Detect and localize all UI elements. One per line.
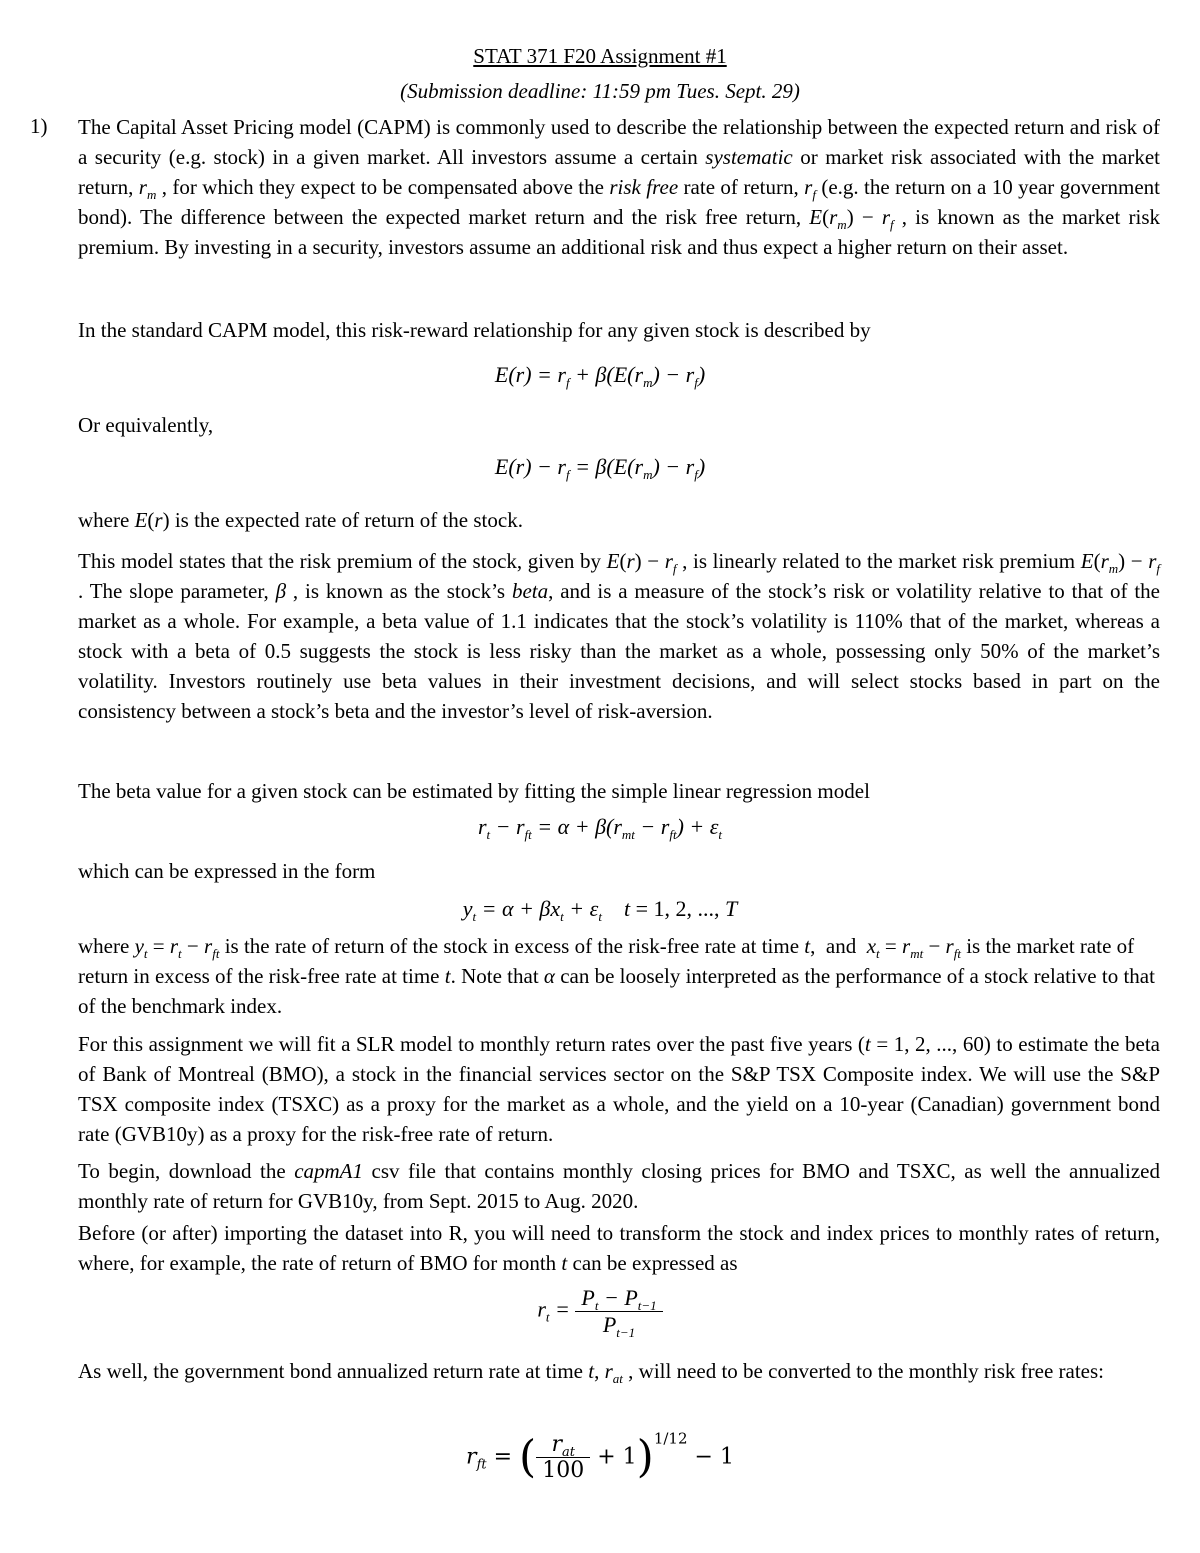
question-number: 1) bbox=[30, 114, 48, 138]
assignment-title: STAT 371 F20 Assignment #1 bbox=[473, 44, 727, 68]
paragraph-equivalently: Or equivalently, bbox=[78, 413, 214, 437]
paragraph-rate-of-return: Before (or after) importing the dataset into R, you will need to transform the stock and index prices to monthly rates of return, where, for example, the rate of return of BMO for month t can be expressed as bbox=[78, 1221, 1160, 1275]
submission-deadline: (Submission deadline: 11:59 pm Tues. Sept. 29) bbox=[400, 79, 800, 103]
paragraph-expressed-form: which can be expressed in the form bbox=[78, 859, 376, 883]
equation-regression: $r_t - r_{ft} = \alpha + \beta(r_{mt} - r_{ft}) + \varepsilon_t$ bbox=[477, 814, 723, 842]
paragraph-beta-estimation: The beta value for a given stock can be estimated by fitting the simple linear regression model bbox=[78, 779, 870, 803]
equation-capm-premium: $E(r) - r_f = \beta(E(r_m) - r_f)$ bbox=[494, 454, 706, 482]
paragraph-bond-conversion: As well, the government bond annualized return rate at time t, $r_{at}$ , will need to be converted to the monthly risk free rates: bbox=[78, 1359, 1105, 1386]
csv-filename: capmA1 bbox=[294, 1159, 364, 1183]
paragraph-assignment-setup: For this assignment we will fit a SLR model to monthly return rates over the past five years (t = 1, 2, ..., 60) to estimate the beta of Bank of Montreal (BMO), a stock in the financial services sector on the S&P TSX Composite index. We will use the S&P TSX composite index (TSXC) as a proxy for the market as a whole, and the yield on a 10-year (Canadian) government bond rate (GVB10y) as a proxy for the risk-free rate of return. bbox=[78, 1032, 1161, 1146]
paragraph-standard-capm: In the standard CAPM model, this risk-reward relationship for any given stock is described by bbox=[78, 318, 871, 342]
paragraph-capm-intro: The Capital Asset Pricing model (CAPM) is commonly used to describe the relationship between the expected return and risk of a security (e.g. stock) in a given market. All investors assume a certain systematic or market risk associated with the market return, $r_m$ , for which they expect to be compensated above the risk free rate of return, $r_f$ (e.g. the return on a 10 year government bond). The difference between the expected market return and the risk free return, $E(r_m) - r_f$ , is known as the market risk premium. By investing in a security, investors assume an additional risk and thus expect a higher return on their asset. bbox=[78, 115, 1161, 259]
equation-capm: $E(r) = r_f + \beta(E(r_m) - r_f)$ bbox=[494, 362, 706, 390]
paragraph-variable-definitions: where $y_t = r_t - r_{ft}$ is the rate of return of the stock in excess of the risk-free rate at time t, and $x_t = r_{mt} - r_{ft}$ is the market rate of return in excess of the risk-free rate at time t. Note that α can be loosely interpreted as the performance of a stock relative to that of the benchmark index. bbox=[78, 934, 1155, 1018]
paragraph-beta-explanation: This model states that the risk premium of the stock, given by $E(r) - r_f$ , is linearly related to the market risk premium $E(r_m) - r_f$ . The slope parameter, β , is known as the stock’s beta, and is a measure of the stock’s risk or volatility relative to that of the market as a whole. For example, a beta value of 1.1 indicates that the stock’s volatility is 110% that of the market, whereas a stock with a beta of 0.5 suggests the stock is less risky than the market as a whole, possessing only 50% of the market’s volatility. Investors routinely use beta values in their investment decisions, and will select stocks based in part on the consistency between a stock’s beta and the investor’s level of risk-aversion. bbox=[78, 549, 1161, 723]
equation-monthly-risk-free: $r_{ft}$ = ( $\frac{r_{at}}{100}$ + 1)$^{1/12}$ − 1 bbox=[466, 1429, 734, 1483]
paragraph-download-data: To begin, download the capmA1 csv file that contains monthly closing prices for BMO and TSXC, as well the annualized monthly rate of return for GVB10y, from Sept. 2015 to Aug. 2020. bbox=[78, 1159, 1160, 1213]
paragraph-expected-return: where E(r) is the expected rate of return of the stock. bbox=[78, 508, 523, 532]
equation-return-rate: $r_t$ = $\frac{P_t - P_{t-1}}{P_{t-1}}$ bbox=[0, 1285, 1200, 1338]
equation-slr: $y_t = \alpha + \beta x_t + \varepsilon_t$ t = 1, 2, ..., T bbox=[462, 896, 738, 924]
